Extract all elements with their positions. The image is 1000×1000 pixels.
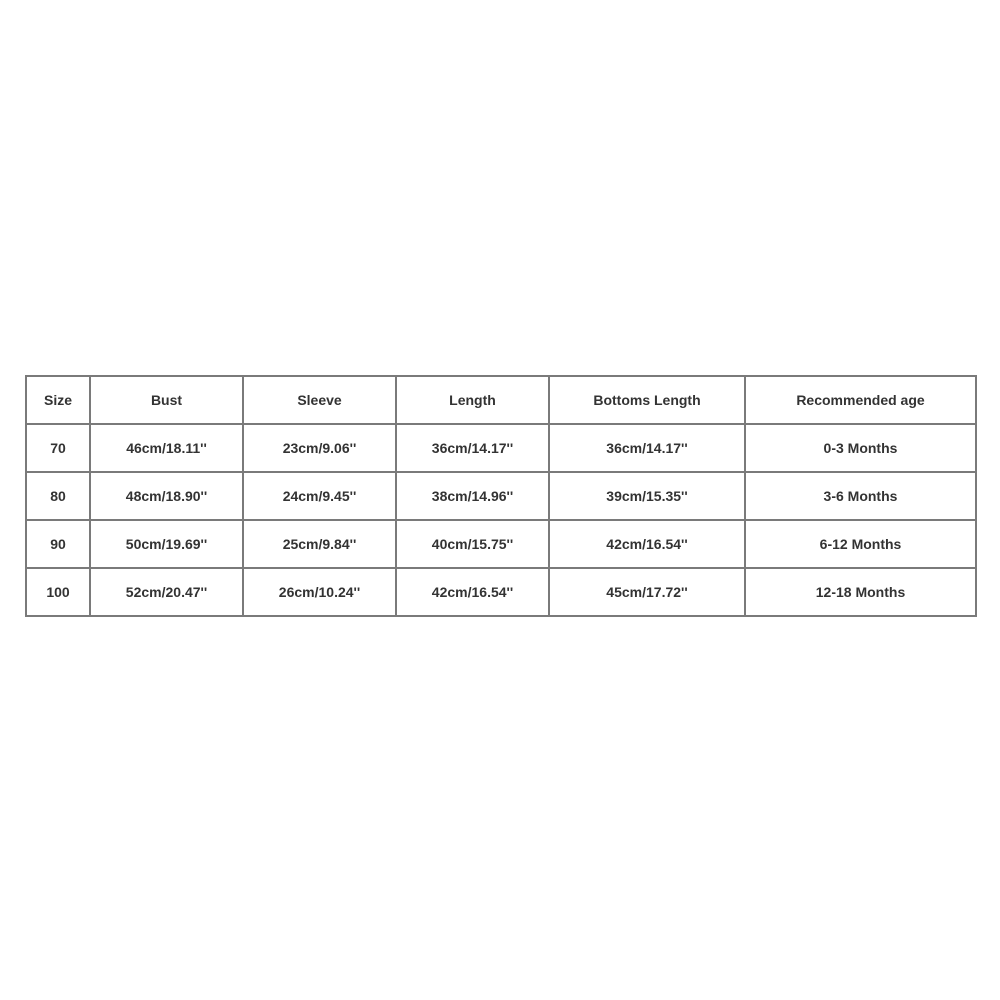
cell-bottoms-length: 45cm/17.72''	[549, 568, 745, 616]
cell-bust: 50cm/19.69''	[90, 520, 243, 568]
cell-recommended-age: 6-12 Months	[745, 520, 976, 568]
cell-recommended-age: 12-18 Months	[745, 568, 976, 616]
cell-sleeve: 24cm/9.45''	[243, 472, 396, 520]
cell-sleeve: 25cm/9.84''	[243, 520, 396, 568]
cell-length: 38cm/14.96''	[396, 472, 549, 520]
cell-bottoms-length: 36cm/14.17''	[549, 424, 745, 472]
cell-bust: 46cm/18.11''	[90, 424, 243, 472]
size-chart-table	[25, 375, 977, 617]
header-sleeve: Sleeve	[243, 376, 396, 424]
cell-size: 70	[26, 424, 90, 472]
cell-bottoms-length: 42cm/16.54''	[549, 520, 745, 568]
cell-sleeve: 26cm/10.24''	[243, 568, 396, 616]
cell-recommended-age: 0-3 Months	[745, 424, 976, 472]
table-row	[26, 472, 976, 520]
cell-length: 42cm/16.54''	[396, 568, 549, 616]
cell-size: 100	[26, 568, 90, 616]
cell-length: 40cm/15.75''	[396, 520, 549, 568]
header-bust: Bust	[90, 376, 243, 424]
header-bottoms-length: Bottoms Length	[549, 376, 745, 424]
cell-bust: 48cm/18.90''	[90, 472, 243, 520]
cell-bottoms-length: 39cm/15.35''	[549, 472, 745, 520]
header-row	[26, 376, 976, 424]
header-size: Size	[26, 376, 90, 424]
table-row	[26, 520, 976, 568]
cell-length: 36cm/14.17''	[396, 424, 549, 472]
table-row	[26, 424, 976, 472]
cell-size: 80	[26, 472, 90, 520]
header-length: Length	[396, 376, 549, 424]
table-row	[26, 568, 976, 616]
cell-size: 90	[26, 520, 90, 568]
cell-bust: 52cm/20.47''	[90, 568, 243, 616]
cell-sleeve: 23cm/9.06''	[243, 424, 396, 472]
cell-recommended-age: 3-6 Months	[745, 472, 976, 520]
header-recommended-age: Recommended age	[745, 376, 976, 424]
